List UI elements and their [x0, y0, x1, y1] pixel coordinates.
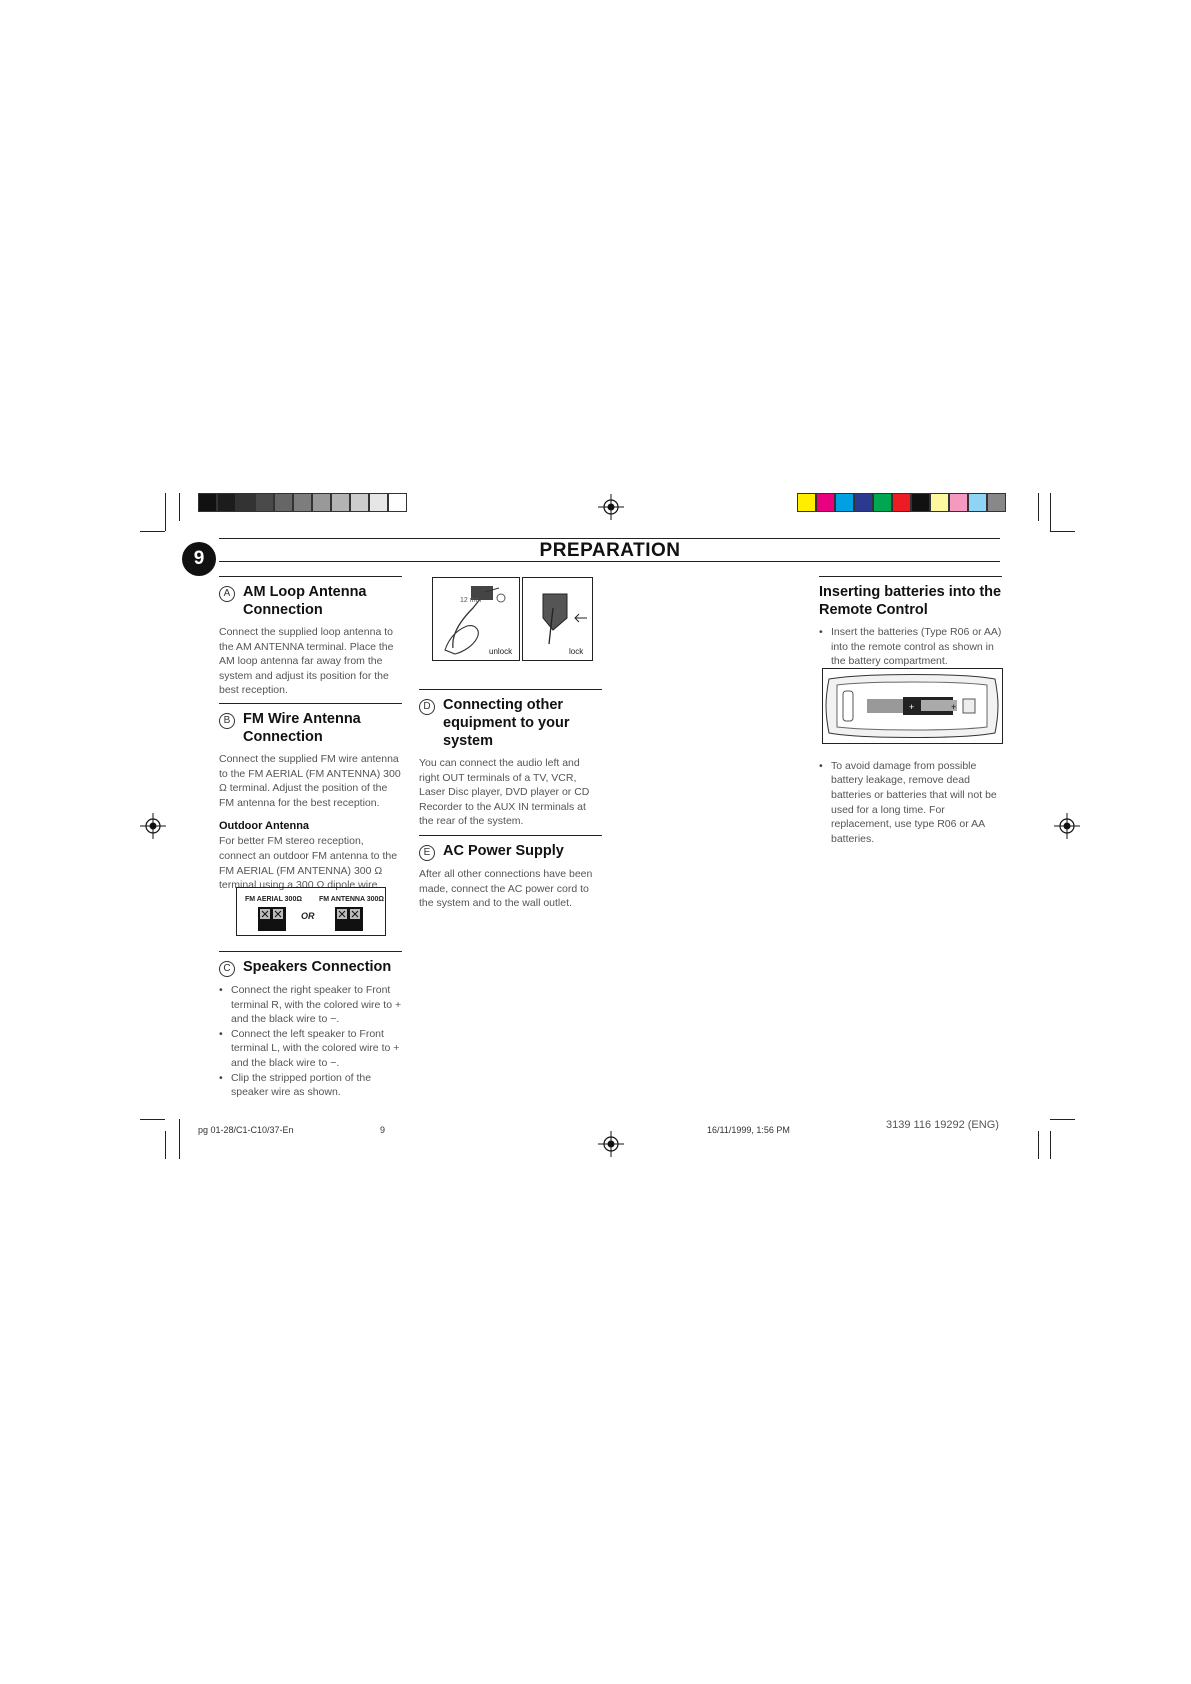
footer-date: 16/11/1999, 1:56 PM	[707, 1125, 790, 1135]
registration-mark-icon	[598, 494, 624, 520]
calibration-swatch	[949, 493, 968, 512]
section-letter-badge: E	[419, 845, 435, 861]
calibration-swatch	[873, 493, 892, 512]
svg-text:+: +	[951, 702, 957, 712]
section-rule	[819, 576, 1002, 577]
lock-label: lock	[569, 647, 584, 656]
section-rule	[219, 576, 402, 577]
calibration-swatch	[987, 493, 1006, 512]
section-rule	[219, 703, 402, 704]
calibration-swatch	[236, 493, 255, 512]
section-body: Connect the supplied FM wire antenna to the FM AERIAL (FM ANTENNA) 300 Ω terminal. Adjust the position of the FM antenna for the best reception.	[219, 753, 401, 809]
calibration-swatch	[835, 493, 854, 512]
calibration-swatch	[968, 493, 987, 512]
footer-product-code: 3139 116 19292 (ENG)	[886, 1119, 999, 1131]
calibration-swatch	[293, 493, 312, 512]
calibration-swatch	[198, 493, 217, 512]
fm-aerial-label: FM AERIAL 300Ω	[245, 896, 302, 903]
calibration-swatch	[217, 493, 236, 512]
section-letter-badge: A	[219, 586, 235, 602]
fm-antenna-label: FM ANTENNA 300Ω	[319, 896, 384, 903]
calibration-swatch	[369, 493, 388, 512]
section-heading: AM Loop Antenna Connection	[243, 584, 367, 618]
section-am-antenna	[219, 576, 402, 698]
section-letter-badge: C	[219, 961, 235, 977]
lock-clip-figure	[522, 577, 593, 661]
calibration-swatch	[350, 493, 369, 512]
measure-label: 12 mm	[460, 597, 482, 604]
section-heading: FM Wire Antenna Connection	[243, 711, 361, 745]
section-rule	[419, 689, 602, 690]
section-body: You can connect the audio left and right OUT terminals of a TV, VCR, Laser Disc player, DVD player or CD Recorder to the AUX IN terminals at the rear of the system.	[419, 757, 590, 828]
calibration-swatch	[255, 493, 274, 512]
section-remote-batteries	[819, 576, 1002, 846]
registration-mark-icon	[1054, 813, 1080, 839]
terminal-connector-icon	[335, 907, 363, 931]
footer-page-number: 9	[380, 1125, 386, 1135]
list-item: • Insert the batteries (Type R06 or AA) into the remote control as shown in the battery compartment.	[819, 625, 1002, 669]
terminal-connector-icon	[258, 907, 286, 931]
or-label: OR	[301, 911, 315, 921]
svg-text:+: +	[909, 702, 915, 712]
calibration-swatch	[854, 493, 873, 512]
section-heading: AC Power Supply	[443, 843, 564, 859]
list-item: • To avoid damage from possible battery leakage, remove dead batteries or batteries that will not be used for a long time. For replacement, use type R06 or AA batteries.	[819, 759, 1002, 847]
section-rule	[419, 835, 602, 836]
calibration-swatch	[930, 493, 949, 512]
speaker-instructions-list	[219, 983, 402, 1100]
calibration-swatch	[331, 493, 350, 512]
header-top-rule	[219, 538, 1000, 539]
section-rule	[219, 951, 402, 952]
calibration-swatch	[797, 493, 816, 512]
page-number-badge: 9	[182, 542, 216, 576]
section-speakers	[219, 951, 402, 1100]
section-other-equipment	[419, 689, 602, 829]
list-item: • Connect the right speaker to Front terminal R, with the colored wire to + and the black wire to −.	[219, 983, 402, 1027]
section-heading: Speakers Connection	[243, 959, 392, 975]
footer-file-name: pg 01-28/C1-C10/37-En	[198, 1125, 294, 1135]
list-item: • Connect the left speaker to Front terminal L, with the colored wire to + and the black wire to −.	[219, 1027, 402, 1071]
calibration-swatch	[892, 493, 911, 512]
section-body: After all other connections have been made, connect the AC power cord to the system and to the wall outlet.	[419, 868, 593, 910]
section-letter-badge: B	[219, 713, 235, 729]
registration-mark-icon	[598, 1131, 624, 1157]
list-item: • Clip the stripped portion of the speaker wire as shown.	[219, 1071, 402, 1100]
calibration-swatch	[911, 493, 930, 512]
battery-instructions-list	[819, 625, 1002, 669]
calibration-swatch	[388, 493, 407, 512]
unlock-label: unlock	[489, 647, 513, 656]
calibration-swatch	[274, 493, 293, 512]
section-body: Connect the supplied loop antenna to the AM ANTENNA terminal. Place the AM loop antenna far away from the system and adjust its position for the best reception.	[219, 626, 394, 697]
calibration-swatch	[312, 493, 331, 512]
section-letter-badge: D	[419, 699, 435, 715]
page-title: PREPARATION	[539, 540, 681, 561]
section-fm-antenna	[219, 703, 402, 893]
battery-compartment-figure	[822, 668, 1003, 744]
section-heading: Connecting other equipment to your system	[443, 697, 570, 749]
section-heading: Inserting batteries into the Remote Control	[819, 584, 1002, 618]
header-bottom-rule	[219, 561, 1000, 562]
subsection-body: For better FM stereo reception, connect an outdoor FM antenna to the FM AERIAL (FM ANTENNA) 300 Ω terminal using a 300 Ω dipole wire.	[219, 835, 398, 892]
calibration-swatch	[816, 493, 835, 512]
unlock-clip-figure	[432, 577, 520, 661]
subsection-heading: Outdoor Antenna	[219, 820, 310, 833]
section-ac-power	[419, 835, 602, 911]
remote-battery-icon	[823, 669, 1002, 743]
fm-terminal-figure	[236, 887, 386, 936]
registration-mark-icon	[140, 813, 166, 839]
battery-warning-list	[819, 759, 1002, 847]
